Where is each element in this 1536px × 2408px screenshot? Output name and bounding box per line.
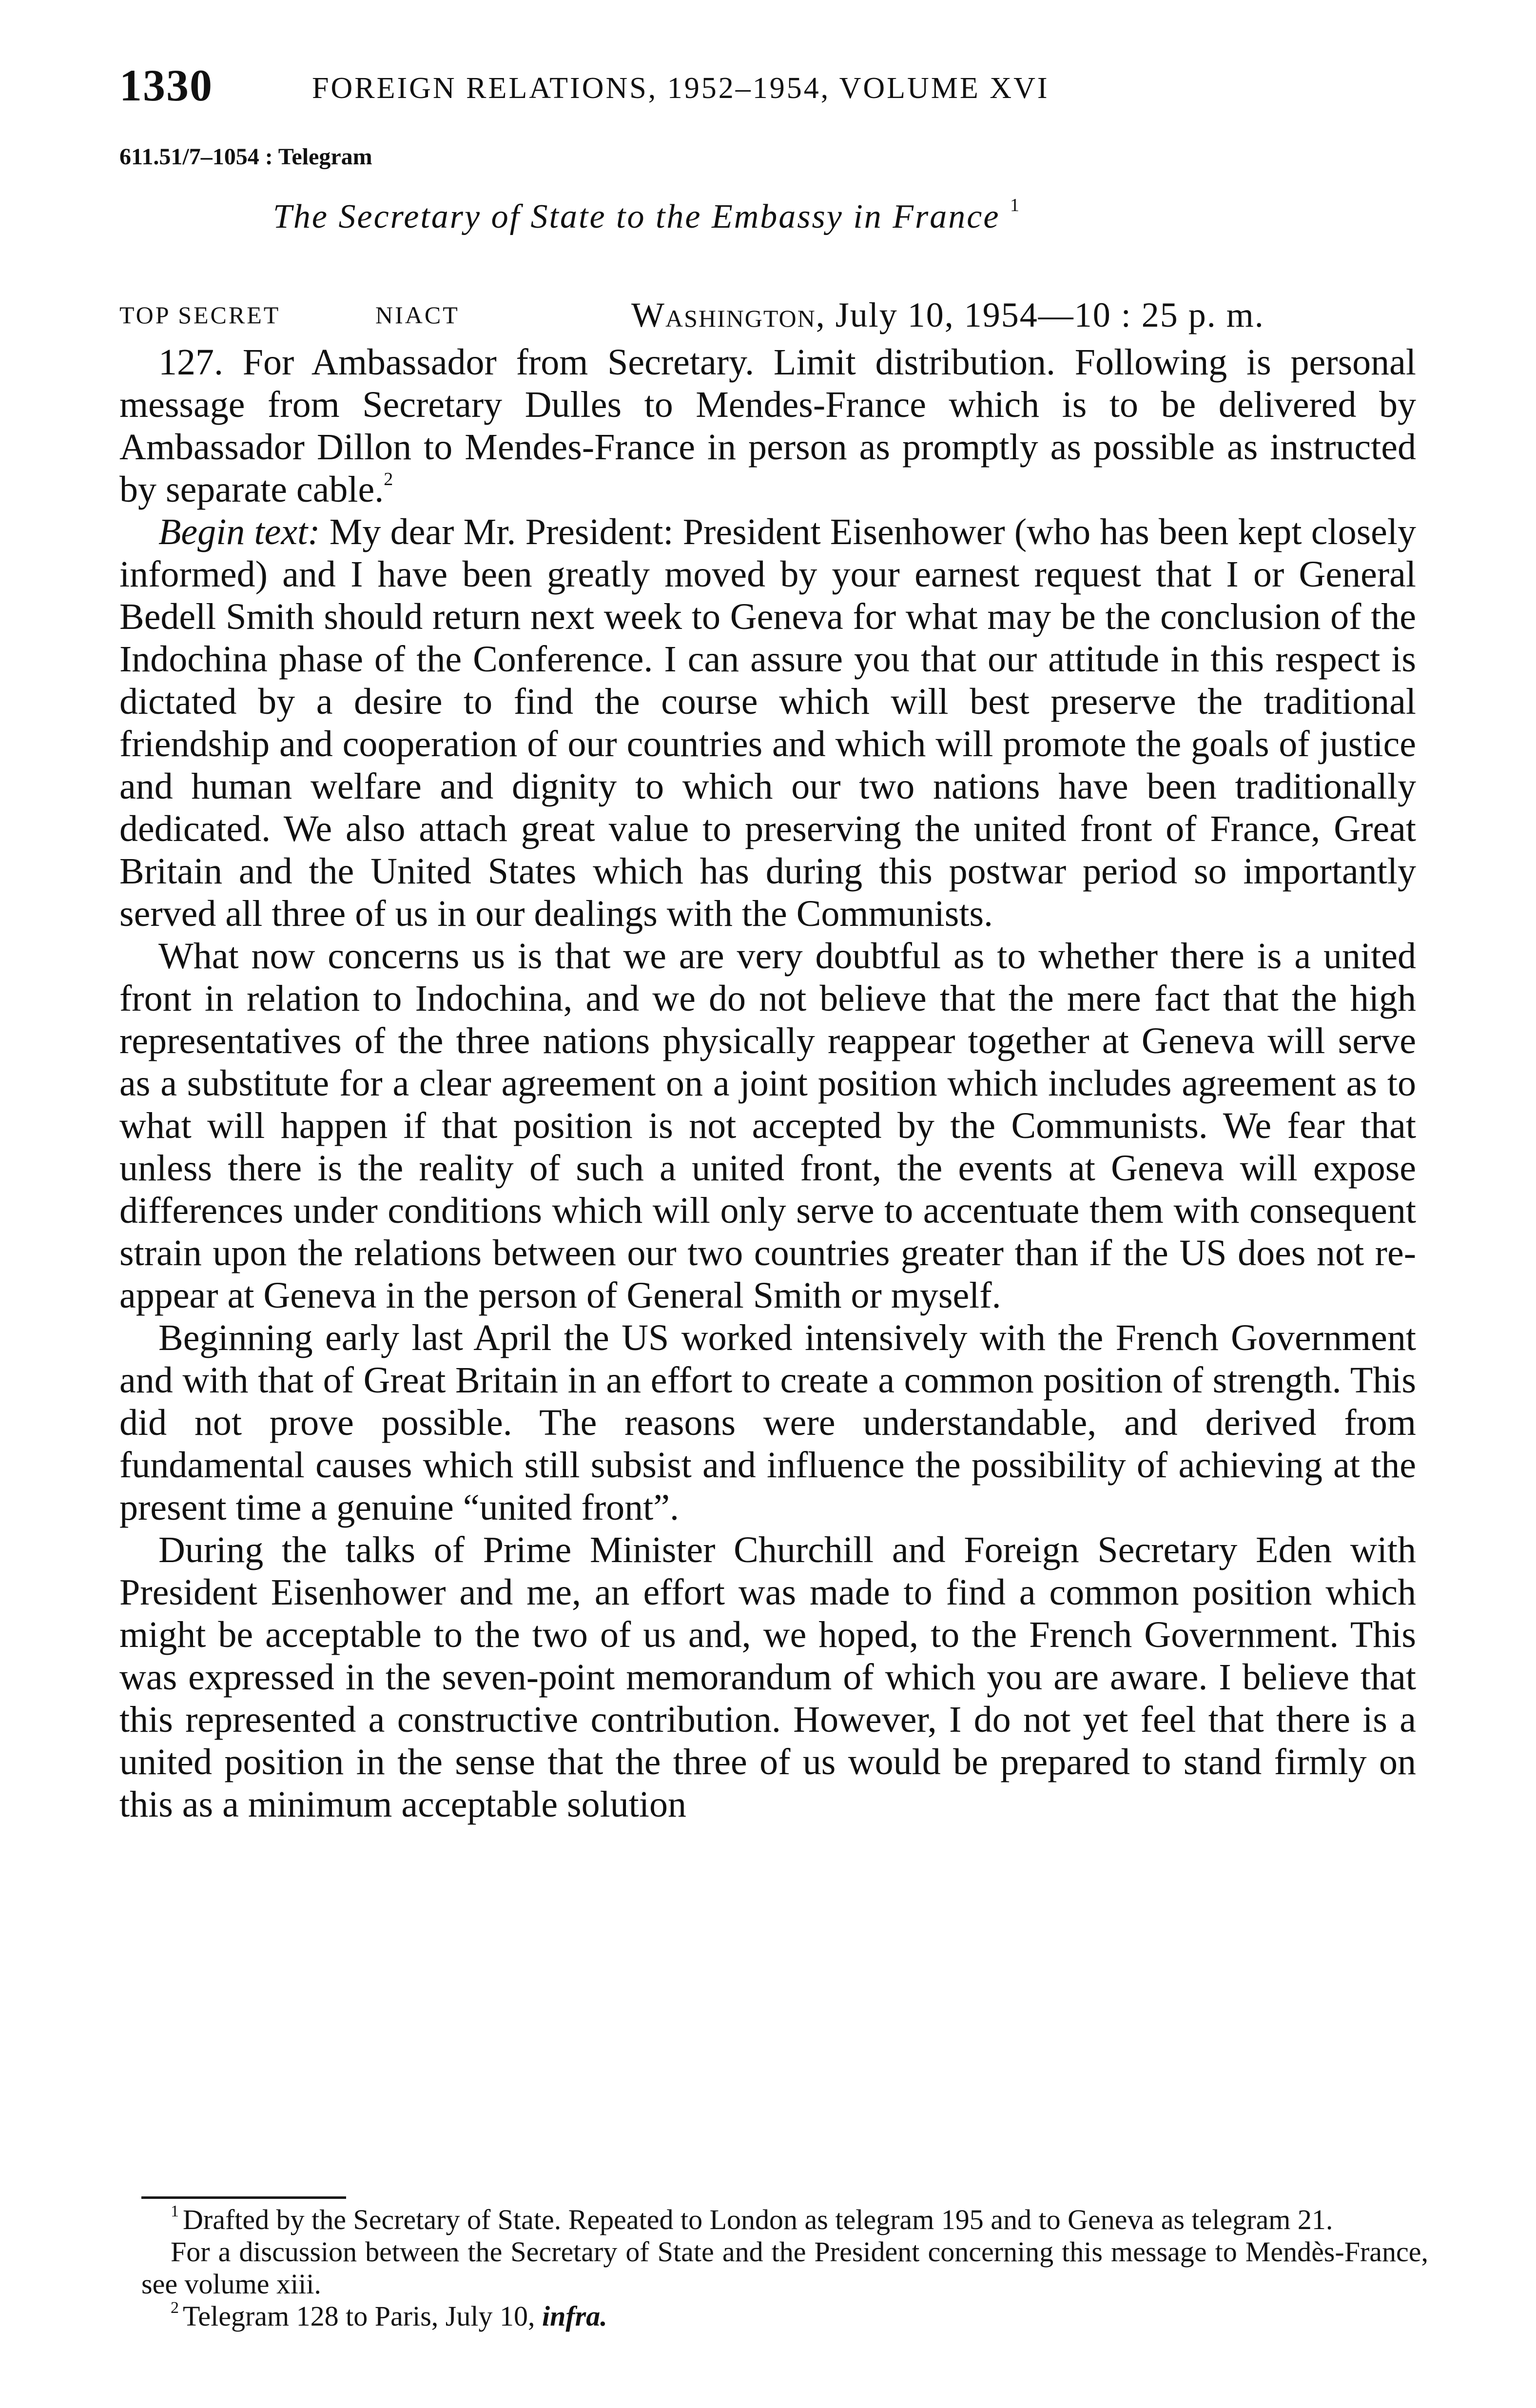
footnote-2-infra: infra. <box>542 2300 607 2332</box>
precedence-label: NIACT <box>375 301 460 329</box>
body-footnote-ref-2: 2 <box>384 469 393 489</box>
document-title-text: The Secretary of State to the Embassy in France <box>273 198 1000 235</box>
footnote-2-text: Telegram 128 to Paris, July 10, <box>183 2300 535 2332</box>
classification-line <box>119 295 1416 339</box>
running-head <box>119 59 1436 113</box>
footnote-1-continued: For a discussion between the Secretary of State and the President concerning this message to Mendès-France, see volume xiii. <box>141 2236 1428 2300</box>
footnote-1-mark: 1 <box>171 2202 179 2220</box>
dateline-place: Washington, <box>631 295 826 334</box>
body-paragraph-4: Beginning early last April the US worked intensively with the French Government and with that of Great Britain in an effort to create a common position of strength. This did not prove possible. The reasons were understandable, and derived from fundamental causes which still subsist and influence the possibility of achieving at the present time a genuine “united front”. <box>119 1317 1416 1528</box>
footnote-divider <box>141 2196 346 2199</box>
begin-text-marker: Begin text: <box>158 511 320 552</box>
body-paragraph-2 <box>119 511 1416 935</box>
dateline-date: July 10, 1954—10 : 25 p. m. <box>835 295 1264 334</box>
footnote-2 <box>141 2300 1428 2332</box>
footnotes <box>141 2204 1428 2332</box>
body-paragraph-1 <box>119 341 1416 511</box>
file-reference: 611.51/7–1054 : Telegram <box>119 144 372 170</box>
footnote-1-text: Drafted by the Secretary of State. Repeated to London as telegram 195 and to Geneva as telegram 21. <box>183 2204 1333 2235</box>
body-paragraph-5: During the talks of Prime Minister Churchill and Foreign Secretary Eden with President Eisenhower and me, an effort was made to find a common position which might be acceptable to the two of us and, we hoped, to the French Government. This was expressed in the seven-point memorandum of which you are aware. I believe that this represented a constructive contribution. However, I do not yet feel that there is a united position in the sense that the three of us would be prepared to stand firmly on this as a minimum acceptable solution <box>119 1529 1416 1825</box>
document-title <box>273 197 1021 236</box>
title-footnote-ref: 1 <box>1010 195 1021 215</box>
telegram-body <box>119 341 1416 1826</box>
footnote-1 <box>141 2204 1428 2236</box>
body-paragraph-1-text: 127. For Ambassador from Secretary. Limit distribution. Following is personal message from Secretary Dulles to Mendes-France which is to be delivered by Ambassador Dillon to Mendes-France in person as promptly as possible as instructed by separate cable. <box>119 342 1416 510</box>
page-number: 1330 <box>119 60 213 110</box>
classification-label: TOP SECRET <box>119 301 281 329</box>
dateline <box>631 295 1264 335</box>
running-title: FOREIGN RELATIONS, 1952–1954, VOLUME XVI <box>312 72 1050 105</box>
footnote-2-mark: 2 <box>171 2299 179 2317</box>
body-paragraph-3: What now concerns us is that we are very doubtful as to whether there is a united front in relation to Indochina, and we do not believe that the mere fact that the high representatives of the three nations physically reappear together at Geneva will serve as a substitute for a clear agreement on a joint position which includes agreement as to what will happen if that position is not accepted by the Communists. We fear that unless there is the reality of such a united front, the events at Geneva will expose differences under conditions which will only serve to accentuate them with consequent strain upon the relations between our two countries greater than if the US does not reappear at Geneva in the person of General Smith or myself. <box>119 936 1416 1316</box>
body-paragraph-2-text: My dear Mr. President: President Eisenhower (who has been kept closely informed) and I have been greatly moved by your earnest request that I or General Bedell Smith should return next week to Geneva for what may be the conclusion of the Indochina phase of the Conference. I can assure you that our attitude in this respect is dictated by a desire to find the course which will best preserve the traditional friendship and cooperation of our countries and which will promote the goals of justice and human welfare and dignity to which our two nations have been traditionally dedicated. We also attach great value to preserving the united front of France, Great Britain and the United States which has during this postwar period so importantly served all three of us in our dealings with the Communists. <box>119 511 1416 934</box>
